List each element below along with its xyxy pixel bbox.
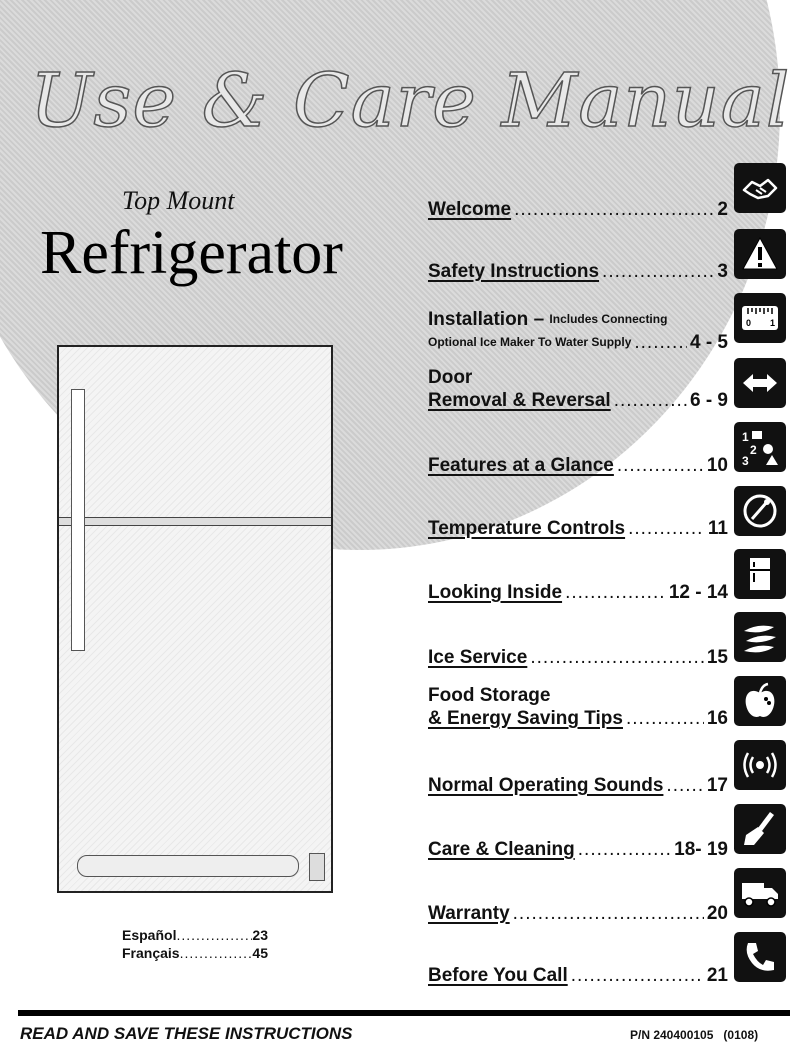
toc-page: 4 - 5 [689,332,728,353]
steps-icon [734,422,786,472]
dot-leader [617,454,704,477]
toc-item-welcome[interactable] [428,198,728,221]
footer-instructions: READ AND SAVE THESE INSTRUCTIONS [20,1024,353,1043]
dot-leader [176,927,252,943]
dot-leader [513,902,704,925]
toc-page: 11 [707,518,728,539]
dot-leader [666,774,703,797]
toc-label-line2: Optional Ice Maker To Water Supply [428,335,632,349]
toc-label: Before You Call [428,965,568,986]
toc-item-safety[interactable] [428,260,728,283]
sound-icon [734,740,786,790]
toc-page: 21 [706,965,728,986]
svg-text:1: 1 [770,318,776,328]
toc-item-ice-service[interactable] [428,646,728,669]
toc-label: Safety Instructions [428,261,600,282]
dot-leader [514,198,714,221]
dot-leader [180,945,253,961]
dot-leader [614,389,687,412]
ruler-icon [734,293,786,343]
refrigerator-illustration [57,345,333,893]
toc-item-sounds[interactable] [428,774,728,797]
svg-text:2: 2 [750,443,757,457]
toc-label-line2: & Energy Saving Tips [428,708,623,729]
toc-label: Door [428,367,473,388]
toc-page: 20 [706,903,728,924]
toc-label: Ice Service [428,647,528,668]
dot-leader [565,581,666,604]
manual-title: Use & Care Manual [30,58,791,144]
revision-code: (0108) [723,1028,759,1042]
toc-page: 15 [706,647,728,668]
toc-page: 3 [717,261,728,282]
product-name: Refrigerator [40,219,343,287]
handshake-icon [734,163,786,213]
language-link-spanish[interactable] [122,927,268,943]
dot-leader [628,517,705,540]
toc-item-looking-inside[interactable] [428,581,728,604]
toc-label: Looking Inside [428,582,563,603]
language-page: 23 [252,927,268,943]
fridge-door-seam [59,517,331,526]
toc-item-temperature[interactable] [428,517,728,540]
fridge-grille [77,855,299,877]
svg-text:3: 3 [742,454,749,467]
footer-rule [18,1010,790,1016]
toc-page: 6 - 9 [689,390,728,411]
toc-page: 17 [706,775,728,796]
fridge-foot [309,853,325,881]
toc-page: 18- 19 [674,839,728,860]
ice-icon [734,612,786,662]
toc-label: Installation – [428,309,545,330]
toc-label: Normal Operating Sounds [428,775,664,796]
part-number: P/N 240400105 [630,1028,714,1042]
arrows-icon [734,358,786,408]
toc-page: 2 [717,199,728,220]
toc-item-before-you-call[interactable] [428,964,728,987]
dot-leader [634,331,687,354]
phone-icon [734,932,786,982]
apple-icon [734,676,786,726]
fridge-handle [71,389,85,651]
toc-item-features[interactable] [428,454,728,477]
language-label: Español [122,927,177,943]
dot-leader [571,964,704,987]
thermostat-icon [734,486,786,536]
toc-item-care[interactable] [428,838,728,861]
dot-leader [530,646,704,669]
toc-label: Temperature Controls [428,518,626,539]
toc-label: Features at a Glance [428,455,614,476]
toc-item-food-storage[interactable] [428,684,728,730]
fridge-icon [734,549,786,599]
truck-icon [734,868,786,918]
footer-part-number [630,1028,758,1042]
svg-text:0: 0 [746,318,752,328]
cleaning-icon [734,804,786,854]
dot-leader [602,260,714,283]
toc-item-installation[interactable] [428,308,728,354]
svg-text:1: 1 [742,430,749,444]
language-link-french[interactable] [122,945,268,961]
toc-label: Food Storage [428,685,551,706]
toc-item-warranty[interactable] [428,902,728,925]
toc-page: 10 [706,455,728,476]
subtitle: Top Mount [122,186,235,215]
toc-page: 12 - 14 [668,582,728,603]
toc-item-door[interactable] [428,366,728,412]
toc-label: Warranty [428,903,510,924]
toc-note: Includes Connecting [549,312,668,326]
language-label: Français [122,945,180,961]
language-page: 45 [252,945,268,961]
dot-leader [578,838,671,861]
toc-label-line2: Removal & Reversal [428,390,611,411]
toc-page: 16 [706,708,728,729]
dot-leader [626,707,704,730]
toc-label: Welcome [428,199,512,220]
warning-icon [734,229,786,279]
toc-label: Care & Cleaning [428,839,575,860]
